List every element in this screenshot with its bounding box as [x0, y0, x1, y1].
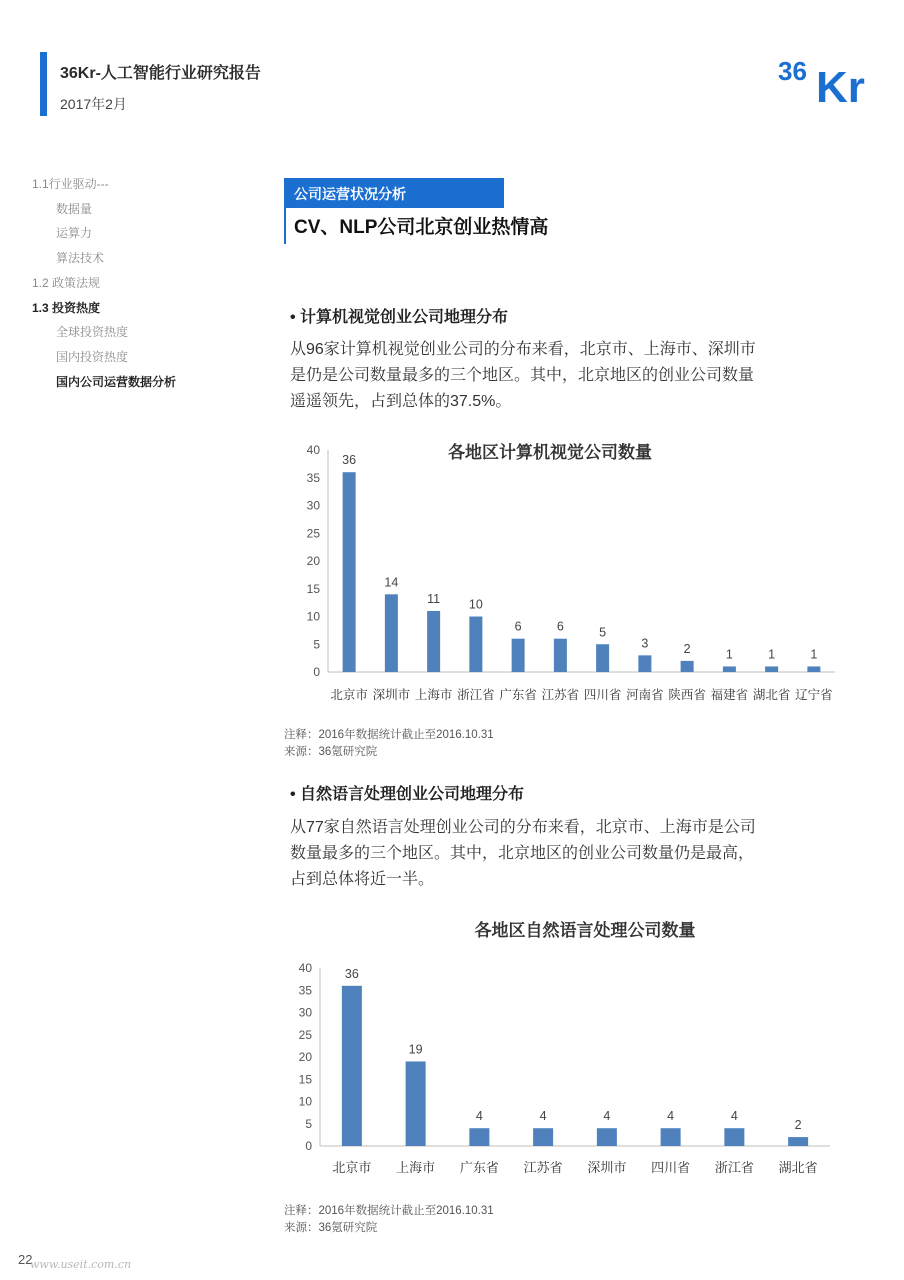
data-label: 1 [725, 647, 733, 662]
watermark: www.useit.com.cn [30, 1258, 132, 1271]
svg-text:36: 36 [778, 56, 807, 86]
bar [807, 666, 820, 672]
x-tick-label: 北京市 [330, 688, 368, 702]
report-date: 2017年2月 [60, 96, 127, 112]
cv-para-line: 是仍是公司数量最多的三个地区。其中，北京地区的创业公司数量 [290, 367, 755, 384]
y-tick-label: 10 [298, 1094, 312, 1109]
y-tick-label: 0 [313, 665, 320, 679]
x-tick-label: 河南省 [626, 688, 664, 702]
x-tick-label: 福建省 [710, 688, 749, 702]
header-accent-bar [40, 52, 47, 116]
cv-para-line: 从96家计算机视觉创业公司的分布来看，北京市、上海市、深圳市 [290, 341, 756, 358]
y-tick-label: 40 [306, 443, 320, 457]
bar [343, 472, 356, 672]
brand-logo [776, 50, 872, 106]
x-tick-label: 陕西省 [668, 688, 706, 702]
x-tick-label: 四川省 [583, 688, 622, 702]
bar [723, 666, 736, 672]
nlp-source-line: 来源：36氪研究院 [284, 1222, 378, 1234]
bar [385, 594, 398, 672]
x-tick-label: 江苏省 [523, 1160, 563, 1175]
nav-item[interactable]: 1.2 政策法规 [32, 275, 101, 290]
y-tick-label: 25 [298, 1027, 312, 1042]
data-label: 4 [603, 1109, 611, 1124]
svg-text:Kr: Kr [816, 63, 865, 106]
y-tick-label: 25 [306, 526, 320, 541]
data-label: 10 [468, 597, 483, 612]
bar [765, 666, 778, 672]
x-tick-label: 广东省 [459, 1160, 499, 1175]
y-tick-label: 5 [313, 637, 320, 652]
data-label: 3 [641, 636, 649, 651]
x-tick-label: 深圳市 [587, 1160, 627, 1175]
chart-title: 各地区自然语言处理公司数量 [474, 921, 696, 940]
data-label: 4 [730, 1109, 738, 1124]
y-tick-label: 30 [306, 498, 320, 513]
y-tick-label: 20 [298, 1050, 312, 1064]
cv-note-line: 注释：2016年数据统计截止至2016.10.31 [284, 729, 494, 741]
nav-item[interactable]: 数据量 [56, 201, 93, 216]
cv-paragraph [290, 337, 850, 415]
data-label: 2 [794, 1118, 802, 1133]
nlp-para-line: 数量最多的三个地区。其中，北京地区的创业公司数量仍是最高， [290, 845, 755, 862]
data-label: 4 [667, 1109, 675, 1124]
bar [406, 1061, 426, 1146]
bar [554, 639, 567, 672]
nlp-bullet-heading: • 自然语言处理创业公司地理分布 [290, 786, 525, 803]
bar [512, 639, 525, 672]
section-rule [284, 208, 286, 244]
nav-item[interactable]: 1.3 投资热度 [32, 300, 101, 315]
data-label: 4 [475, 1109, 483, 1124]
x-tick-label: 浙江省 [457, 688, 495, 702]
nlp-bar-chart [290, 910, 840, 1190]
data-label: 19 [408, 1042, 423, 1057]
nlp-para-line: 占到总体将近一半。 [290, 871, 435, 888]
section-label: 公司运营状况分析 [294, 186, 406, 202]
bar [724, 1128, 744, 1146]
y-tick-label: 35 [306, 470, 320, 485]
bar [597, 1128, 617, 1146]
report-title: 36Kr-人工智能行业研究报告 [60, 65, 261, 82]
y-tick-label: 30 [298, 1005, 312, 1020]
x-tick-label: 辽宁省 [795, 688, 833, 702]
bar [661, 1128, 681, 1146]
nav-item[interactable]: 全球投资热度 [56, 325, 129, 340]
x-tick-label: 北京市 [332, 1160, 372, 1175]
y-tick-label: 35 [298, 983, 312, 998]
y-tick-label: 15 [298, 1072, 312, 1087]
cv-note [284, 727, 494, 761]
nav-item[interactable]: 1.1行业驱动--- [32, 177, 109, 191]
bar [427, 611, 440, 672]
data-label: 1 [768, 647, 776, 662]
bar [596, 644, 609, 672]
y-tick-label: 0 [305, 1139, 312, 1153]
x-tick-label: 湖北省 [752, 688, 791, 702]
x-tick-label: 浙江省 [714, 1160, 754, 1175]
nlp-para-line: 从77家自然语言处理创业公司的分布来看，北京市、上海市是公司 [290, 819, 756, 836]
data-label: 6 [556, 619, 564, 634]
x-tick-label: 湖北省 [778, 1160, 818, 1175]
nlp-paragraph [290, 815, 850, 893]
bar [681, 661, 694, 672]
y-tick-label: 5 [305, 1116, 312, 1131]
nav-item[interactable]: 算法技术 [56, 251, 105, 266]
nlp-note [284, 1203, 494, 1237]
data-label: 14 [384, 575, 399, 590]
bar [533, 1128, 553, 1146]
bar [469, 1128, 489, 1146]
bar [342, 986, 362, 1146]
page-number: 22 [18, 1252, 33, 1267]
data-label: 4 [539, 1109, 547, 1124]
bar [638, 655, 651, 672]
cv-bar-chart [290, 436, 840, 716]
data-label: 6 [514, 619, 522, 634]
nlp-note-line: 注释：2016年数据统计截止至2016.10.31 [284, 1205, 494, 1217]
x-tick-label: 四川省 [651, 1160, 691, 1175]
data-label: 2 [683, 641, 691, 656]
y-tick-label: 10 [306, 609, 320, 624]
y-tick-label: 15 [306, 581, 320, 596]
nav-item[interactable]: 国内投资热度 [56, 349, 129, 364]
data-label: 5 [599, 625, 607, 640]
data-label: 36 [344, 966, 359, 981]
cv-source-line: 来源：36氪研究院 [284, 746, 378, 758]
x-tick-label: 深圳市 [372, 688, 411, 702]
nav-item[interactable]: 运算力 [56, 226, 93, 241]
data-label: 11 [427, 591, 441, 606]
x-tick-label: 上海市 [414, 688, 453, 702]
cv-bullet-heading: • 计算机视觉创业公司地理分布 [290, 309, 509, 326]
y-tick-label: 40 [298, 961, 312, 975]
x-tick-label: 广东省 [499, 688, 537, 702]
bar [469, 617, 482, 673]
chart-title: 各地区计算机视觉公司数量 [448, 443, 652, 462]
data-label: 36 [342, 453, 357, 468]
x-tick-label: 上海市 [396, 1160, 436, 1175]
nav-item[interactable]: 国内公司运营数据分析 [56, 374, 177, 389]
sidebar-nav [32, 172, 252, 394]
y-tick-label: 20 [306, 554, 320, 568]
section-title: CV、NLP公司北京创业热情高 [294, 217, 549, 238]
x-tick-label: 江苏省 [541, 688, 580, 702]
data-label: 1 [810, 647, 818, 662]
bar [788, 1137, 808, 1146]
cv-para-line: 遥遥领先，占到总体的37.5%。 [290, 393, 512, 410]
